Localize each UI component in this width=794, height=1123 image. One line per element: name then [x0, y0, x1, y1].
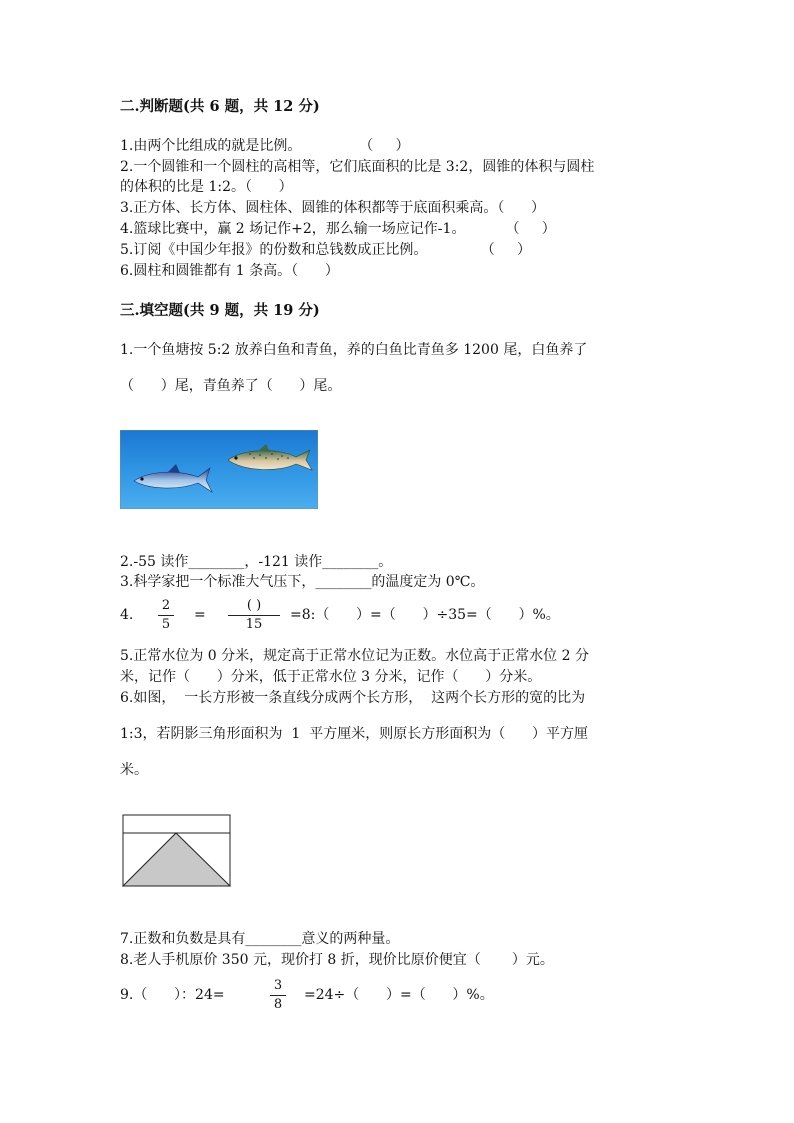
fill-q8: 8.老人手机原价 350 元，现价打 8 折，现价比原价便宜（ ）元。: [120, 952, 554, 968]
fill-q6-line1: 6.如图， 一长方形被一条直线分成两个长方形， 这两个长方形的宽的比为: [120, 690, 586, 706]
fraction-denominator: 8: [273, 997, 283, 1012]
fraction-numerator: 3: [273, 978, 283, 993]
fill-q3: 3.科学家把一个标准大气压下，________的温度定为 0℃。: [120, 574, 485, 590]
rectangle-triangle-figure: [122, 814, 232, 888]
judge-q5: 5.订阅《中国少年报》的份数和总钱数成正比例。 （ ）: [120, 242, 532, 258]
rectangle-diagram: [122, 814, 232, 888]
fill-q4-prefix: 4.: [120, 607, 134, 623]
fill-q5-line1: 5.正常水位为 0 分米，规定高于正常水位记为正数。水位高于正常水位 2 分: [120, 648, 589, 664]
fraction-denominator: 5: [161, 617, 171, 632]
judge-q1: 1.由两个比组成的就是比例。 （ ）: [120, 138, 410, 154]
fill-q1-line1: 1.一个鱼塘按 5:2 放养白鱼和青鱼，养的白鱼比青鱼多 1200 尾，白鱼养了: [120, 342, 588, 358]
judge-q6: 6.圆柱和圆锥都有 1 条高。（ ）: [120, 263, 339, 279]
fill-q4-rest: =8:（ ）=（ ）÷35=（ ）%。: [290, 607, 560, 623]
judge-q3: 3.正方体、长方体、圆柱体、圆锥的体积都等于底面积乘高。（ ）: [120, 200, 546, 216]
fill-q4-fraction-1: [158, 598, 174, 633]
judge-q4: 4.篮球比赛中，赢 2 场记作+2，那么输一场应记作-1。 （ ）: [120, 221, 556, 237]
judge-q2-line2: 的体积的比是 1:2。（ ）: [120, 179, 293, 195]
fill-q6-line2: 1:3，若阴影三角形面积为 1 平方厘米，则原长方形面积为（ ）平方厘: [120, 726, 588, 742]
section2-heading: 二.判断题(共 6 题，共 12 分): [120, 98, 320, 115]
fill-q7: 7.正数和负数是具有________意义的两种量。: [120, 931, 400, 947]
fraction-numerator: 2: [161, 598, 171, 613]
fill-q9-prefix: 9.（ ）：24=: [120, 987, 225, 1003]
fraction-numerator: ( ): [246, 598, 262, 613]
fill-q9-fraction: [270, 978, 286, 1013]
fraction-denominator: 15: [245, 617, 263, 632]
section3-heading: 三.填空题(共 9 题，共 19 分): [120, 302, 320, 319]
fill-q4-fraction-2: [228, 598, 280, 633]
fill-q9-rest: =24÷（ ）=（ ）%。: [304, 987, 494, 1003]
fill-q5-line2: 米，记作（ ）分米，低于正常水位 3 分米，记作（ ）分米。: [120, 669, 542, 685]
fill-q2: 2.-55 读作________，-121 读作________。: [120, 554, 393, 570]
fish-image: [120, 430, 318, 509]
judge-q2-line1: 2.一个圆锥和一个圆柱的高相等，它们底面积的比是 3:2，圆锥的体积与圆柱: [120, 159, 595, 175]
fill-q1-line2: （ ）尾，青鱼养了（ ）尾。: [120, 378, 342, 394]
fill-q4-equals: =: [194, 607, 206, 623]
fill-q6-line3: 米。: [120, 762, 148, 778]
fish-illustration: [120, 430, 318, 509]
